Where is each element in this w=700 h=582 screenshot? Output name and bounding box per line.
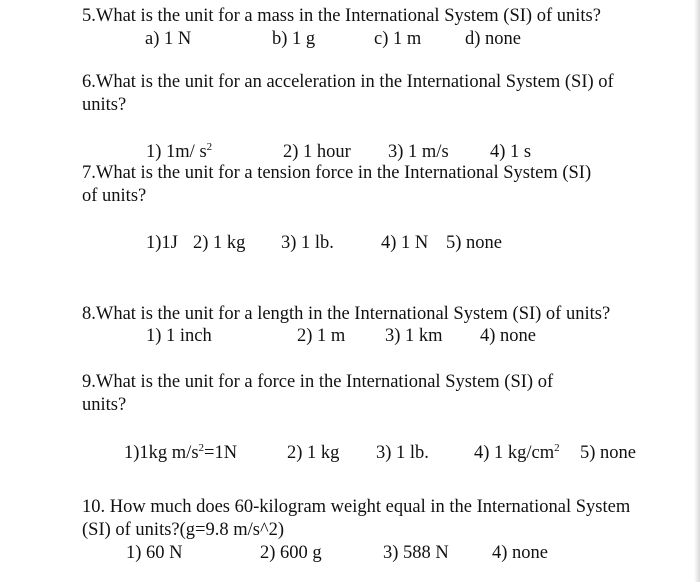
question-10-text: 10. How much does 60-kilogram weight equal in the International System [82,497,631,517]
q6-option-1 [146,141,212,163]
question-5-text: 5.What is the unit for a mass in the International System (SI) of units? [82,6,601,26]
q7-option-4: 4) 1 N [381,233,429,253]
q7-option-1: 1)1J [146,233,178,253]
q9-option-3: 3) 1 lb. [376,443,429,463]
q10-option-4: 4) none [492,543,548,563]
q8-option-1: 1) 1 inch [146,326,212,346]
q7-option-5: 5) none [446,233,502,253]
q5-option-b: b) 1 g [272,29,316,49]
question-10-text-cont: (SI) of units?(g=9.8 m/s^2) [82,520,285,540]
q9-option-1-superscript: 2 [198,442,205,454]
question-9-text-cont: units? [82,395,127,415]
q5-option-c: c) 1 m [374,29,422,49]
q7-option-2: 2) 1 kg [193,233,246,253]
q6-option-3: 3) 1 m/s [388,142,449,162]
q5-option-d: d) none [465,29,521,49]
q9-option-1 [124,442,237,464]
question-7-text-cont: of units? [82,186,147,206]
question-6-text-cont: units? [82,95,127,115]
q8-option-2: 2) 1 m [297,326,346,346]
question-6-text: 6.What is the unit for an acceleration in the International System (SI) of [82,72,614,92]
q9-option-4 [474,442,560,464]
q6-option-2: 2) 1 hour [283,142,351,162]
question-8-text: 8.What is the unit for a length in the International System (SI) of units? [82,304,611,324]
q5-option-a: a) 1 N [145,29,192,49]
q6-option-1-label: 1) 1m/ s [146,142,207,162]
q9-option-2: 2) 1 kg [287,443,340,463]
q9-option-5: 5) none [580,443,636,463]
q10-option-1: 1) 60 N [126,543,183,563]
q9-option-1-label: 1)1kg m/s [124,443,199,463]
q10-option-2: 2) 600 g [260,543,322,563]
q6-option-4: 4) 1 s [490,142,532,162]
q9-option-4-superscript: 2 [554,442,560,454]
page-edge-shadow [694,0,700,582]
q8-option-3: 3) 1 km [385,326,443,346]
q9-option-4-label: 4) 1 kg/cm [474,443,555,463]
q10-option-3: 3) 588 N [383,543,449,563]
question-9-text: 9.What is the unit for a force in the International System (SI) of [82,372,554,392]
q7-option-3: 3) 1 lb. [281,233,334,253]
question-7-text: 7.What is the unit for a tension force in the International System (SI) [82,163,592,183]
q6-option-1-superscript: 2 [206,141,213,153]
q9-option-1-equals: =1N [204,443,238,463]
q8-option-4: 4) none [480,326,536,346]
